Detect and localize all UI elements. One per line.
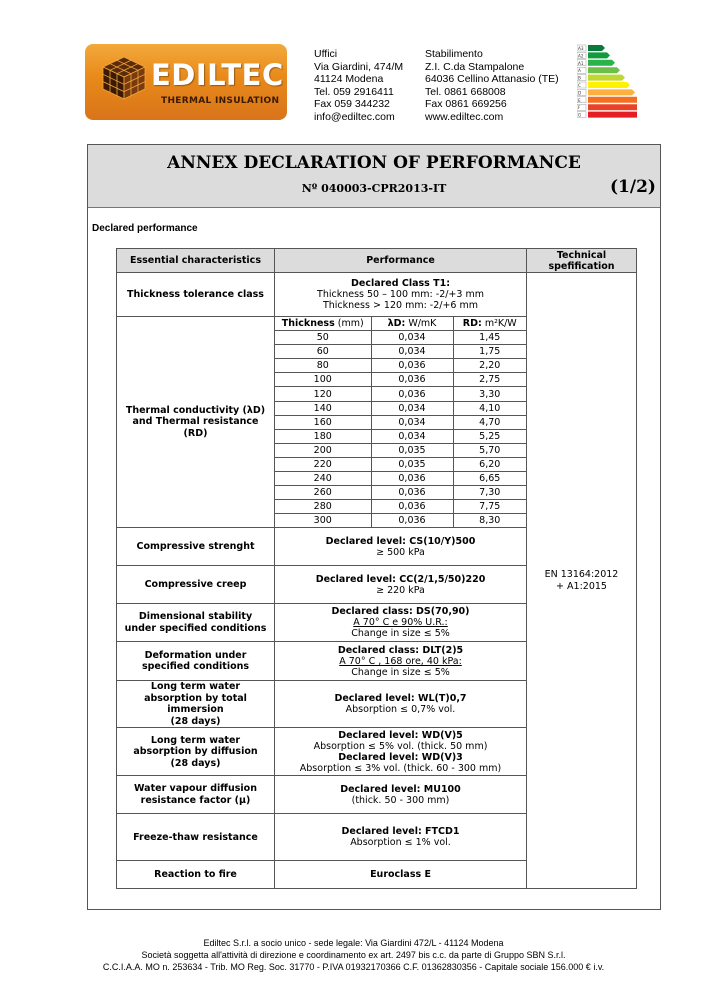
plant-line: Stabilimento	[425, 48, 483, 60]
resistance-cell: 6,20	[453, 457, 526, 471]
label-line: (28 days)	[170, 715, 221, 727]
compressive-creep-label: Compressive creep	[117, 566, 275, 604]
offices-address	[314, 48, 403, 123]
perf-line: Absorption ≤ 1% vol.	[350, 837, 451, 849]
perf-line: ≥ 500 kPa	[376, 546, 425, 558]
perf-line: Declared class: DS(70,90)	[331, 606, 470, 618]
offices-line: Via Giardini, 474/M	[314, 60, 404, 73]
dimensional-label	[117, 604, 275, 642]
offices-line: Fax 059 344232	[314, 98, 390, 110]
col-resistance: RD: m²K/W	[453, 317, 526, 331]
lambda-cell: 0,034	[371, 331, 453, 345]
thermal-row	[275, 457, 526, 471]
label-line: Deformation under	[144, 649, 247, 661]
thermal-row	[275, 514, 526, 528]
vapour-value	[275, 776, 527, 814]
resistance-cell: 1,45	[453, 331, 526, 345]
offices-line: info@ediltec.com	[314, 110, 395, 123]
perf-line: Declared level: WD(V)5	[338, 729, 463, 741]
thickness-cell: 260	[275, 486, 371, 500]
label-line: Water vapour diffusion	[134, 783, 257, 795]
thickness-tolerance-value	[275, 273, 527, 317]
label-line: under specified conditions	[124, 622, 267, 634]
thermal-row	[275, 500, 526, 514]
perf-line: Declared Class T1:	[350, 278, 450, 289]
thermal-row	[275, 415, 526, 429]
page-number: (1/2)	[610, 177, 656, 197]
perf-line: Thickness 50 – 100 mm: -2/+3 mm	[317, 289, 484, 300]
wl-immersion-label	[117, 681, 275, 728]
thickness-cell: 200	[275, 443, 371, 457]
header-performance: Performance	[275, 249, 527, 273]
compressive-strength-label: Compressive strenght	[117, 528, 275, 566]
resistance-cell: 5,70	[453, 443, 526, 457]
logo-brand: EDILTEC	[151, 58, 284, 92]
thickness-cell: 50	[275, 331, 371, 345]
resistance-cell: 7,75	[453, 500, 526, 514]
perf-line: Declared level: MU100	[340, 783, 461, 795]
perf-line: Declared level: WL(T)0,7	[334, 693, 467, 705]
spec-line: EN 13164:2012	[544, 568, 619, 580]
energy-class-label: F	[578, 105, 581, 111]
perf-line: (thick. 50 - 300 mm)	[351, 794, 450, 806]
company-logo	[85, 44, 287, 120]
label-line: immersion	[167, 704, 224, 716]
deformation-value	[275, 642, 527, 681]
lambda-cell: 0,036	[371, 387, 453, 401]
resistance-cell: 4,70	[453, 415, 526, 429]
cube-logo-icon	[101, 55, 147, 101]
footer-line: Società soggetta all'attività di direzione e coordinamento ex art. 2497 bis c.c. da parte di Gruppo SBN S.r.l.	[141, 950, 566, 960]
document-title: ANNEX DECLARATION OF PERFORMANCE	[167, 153, 581, 173]
energy-class-label: G	[578, 112, 582, 118]
resistance-cell: 6,65	[453, 472, 526, 486]
energy-class-label: A	[578, 68, 581, 74]
thermal-row	[275, 373, 526, 387]
thermal-row	[275, 429, 526, 443]
energy-class-label: C	[578, 83, 581, 88]
label-line: Long term water	[150, 681, 241, 693]
energy-class-bar	[588, 52, 610, 58]
performance-table	[116, 248, 637, 889]
label-line: Dimensional stability	[138, 611, 253, 623]
lambda-cell: 0,034	[371, 401, 453, 415]
energy-class-bar	[588, 97, 637, 103]
perf-line: Thickness > 120 mm: -2/+6 mm	[322, 300, 479, 311]
thermal-row	[275, 401, 526, 415]
energy-class-bar	[588, 112, 637, 118]
resistance-cell: 3,30	[453, 387, 526, 401]
vapour-label	[117, 776, 275, 814]
freeze-thaw-value	[275, 814, 527, 861]
label-line: resistance factor (μ)	[140, 794, 251, 806]
thickness-tolerance-label: Thickness tolerance class	[117, 273, 275, 317]
lambda-cell: 0,036	[371, 472, 453, 486]
compressive-creep-value	[275, 566, 527, 604]
label-line: absorption by total	[144, 692, 247, 704]
thermal-row	[275, 443, 526, 457]
energy-class-bar	[588, 89, 635, 95]
freeze-thaw-label: Freeze-thaw resistance	[117, 814, 275, 861]
thermal-row	[275, 359, 526, 373]
thermal-label-line: Thermal conductivity (λD)	[125, 404, 266, 416]
fire-label: Reaction to fire	[117, 861, 275, 889]
thermal-row	[275, 472, 526, 486]
energy-class-icon	[577, 44, 637, 120]
technical-spec	[527, 273, 637, 889]
energy-class-bar	[588, 45, 605, 51]
thermal-label-line: and Thermal resistance	[132, 416, 259, 428]
energy-class-label: B	[578, 75, 581, 81]
thickness-cell: 100	[275, 373, 371, 387]
resistance-cell: 7,30	[453, 486, 526, 500]
energy-class-label: A1	[578, 60, 584, 66]
resistance-cell: 1,75	[453, 345, 526, 359]
label-line: Long term water	[150, 734, 241, 746]
energy-class-bar	[588, 60, 615, 66]
thickness-cell: 160	[275, 415, 371, 429]
footer-line: Ediltec S.r.l. a socio unico - sede legale: Via Giardini 472/L - 41124 Modena	[203, 938, 504, 948]
perf-line: Declared level: CS(10/Y)500	[325, 535, 476, 547]
resistance-cell: 2,75	[453, 373, 526, 387]
perf-line: Declared level: FTCD1	[341, 826, 460, 838]
offices-line: 41124 Modena	[314, 73, 384, 85]
page-footer	[0, 937, 707, 973]
lambda-cell: 0,036	[371, 486, 453, 500]
thickness-cell: 140	[275, 401, 371, 415]
thickness-cell: 120	[275, 387, 371, 401]
perf-line: Declared level: WD(V)3	[338, 751, 463, 763]
energy-class-bar	[588, 104, 637, 110]
resistance-cell: 2,20	[453, 359, 526, 373]
energy-class-label: A3	[578, 46, 584, 51]
thickness-cell: 60	[275, 345, 371, 359]
lambda-cell: 0,036	[371, 373, 453, 387]
label-line: (28 days)	[170, 757, 221, 769]
thermal-row	[275, 331, 526, 345]
perf-line: Declared class: DLT(2)5	[337, 644, 464, 656]
thickness-cell: 300	[275, 514, 371, 528]
lambda-cell: 0,034	[371, 429, 453, 443]
resistance-cell: 4,10	[453, 401, 526, 415]
deformation-label	[117, 642, 275, 681]
lambda-cell: 0,034	[371, 415, 453, 429]
label-line: absorption by diffusion	[133, 746, 258, 758]
energy-class-label: D	[578, 90, 582, 96]
energy-class-bar	[588, 67, 620, 73]
resistance-cell: 5,25	[453, 429, 526, 443]
perf-line: ≥ 220 kPa	[376, 584, 425, 596]
energy-class-bar	[588, 82, 630, 88]
thermal-row	[275, 345, 526, 359]
section-heading: Declared performance	[92, 223, 198, 234]
thermal-table	[275, 317, 526, 527]
plant-line: Fax 0861 669256	[425, 98, 507, 110]
offices-line: Tel. 059 2916411	[314, 85, 394, 98]
fire-value: Euroclass E	[275, 861, 527, 889]
lambda-cell: 0,036	[371, 359, 453, 373]
plant-address	[425, 48, 559, 123]
logo-tagline: THERMAL INSULATION	[161, 96, 280, 106]
perf-line: Absorption ≤ 3% vol. (thick. 60 - 300 mm)	[299, 762, 502, 774]
label-line: specified conditions	[141, 661, 250, 673]
plant-line: www.ediltec.com	[425, 110, 504, 123]
thickness-cell: 180	[275, 429, 371, 443]
thickness-cell: 280	[275, 500, 371, 514]
thermal-row	[275, 387, 526, 401]
plant-line: 64036 Cellino Attanasio (TE)	[425, 73, 559, 85]
lambda-cell: 0,035	[371, 443, 453, 457]
perf-line: Absorption ≤ 0,7% vol.	[345, 704, 456, 716]
plant-line: Z.I. C.da Stampalone	[425, 60, 525, 73]
resistance-cell: 8,30	[479, 515, 501, 527]
col-thickness: Thickness (mm)	[275, 317, 371, 331]
energy-class-label: A2	[578, 53, 584, 59]
thermal-values	[275, 317, 527, 528]
wl-immersion-value	[275, 681, 527, 728]
footer-line: C.C.I.A.A. MO n. 253634 - Trib. MO Reg. Soc. 31770 - P.IVA 01932170366 C.F. 01362830356 - Capitale sociale 156.000 € i.v.	[102, 962, 605, 972]
wd-diffusion-value	[275, 728, 527, 776]
energy-class-label: E	[578, 97, 581, 103]
lambda-cell: 0,035	[371, 457, 453, 471]
perf-line: Absorption ≤ 5% vol. (thick. 50 mm)	[313, 740, 488, 752]
thermal-row	[275, 486, 526, 500]
header-technical: Technical spefification	[527, 249, 637, 273]
lambda-cell: 0,036	[371, 514, 453, 528]
col-lambda: λD: W/mK	[371, 317, 453, 331]
perf-line: A 70° C , 168 ore, 40 kPa:	[339, 655, 462, 667]
perf-line: Declared level: CC(2/1,5/50)220	[315, 573, 486, 585]
compressive-strength-value	[275, 528, 527, 566]
plant-line: Tel. 0861 668008	[425, 85, 506, 98]
thickness-cell: 220	[275, 457, 371, 471]
lambda-cell: 0,036	[371, 500, 453, 514]
document-number: Nº 040003-CPR2013-IT	[301, 182, 447, 195]
thickness-cell: 80	[275, 359, 371, 373]
energy-class-bar	[588, 75, 625, 81]
perf-line: Change in size ≤ 5%	[351, 666, 450, 678]
wd-diffusion-label	[117, 728, 275, 776]
header-characteristic: Essential characteristics	[117, 249, 275, 273]
offices-line: Uffici	[314, 48, 338, 60]
spec-line: + A1:2015	[556, 580, 607, 592]
thermal-label	[117, 317, 275, 528]
dimensional-value	[275, 604, 527, 642]
thermal-label-line: (RD)	[183, 427, 208, 439]
thickness-cell: 240	[275, 472, 371, 486]
perf-line: A 70° C e 90% U.R.:	[353, 617, 448, 629]
perf-line: Change in size ≤ 5%	[351, 628, 450, 640]
lambda-cell: 0,034	[371, 345, 453, 359]
